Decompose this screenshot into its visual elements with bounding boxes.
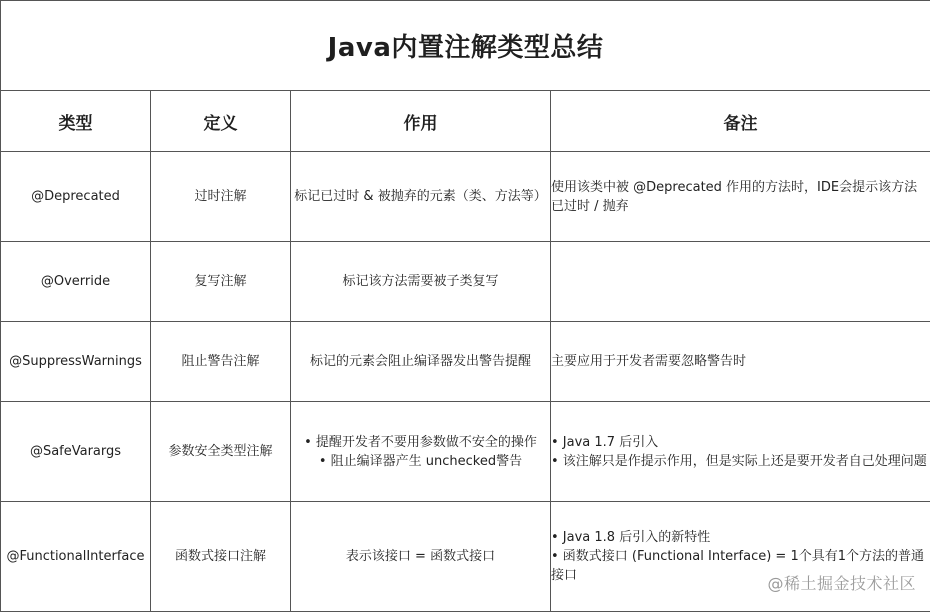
cell-type: @Override: [1, 242, 151, 322]
cell-definition: 复写注解: [151, 242, 291, 322]
title-row: [1, 1, 930, 91]
header-row: [1, 91, 930, 152]
cell-remark: [551, 402, 930, 502]
usage-bullet: • 阻止编译器产生 unchecked警告: [291, 452, 550, 471]
remark-bullet: • Java 1.8 后引入的新特性: [551, 528, 930, 547]
cell-usage: [291, 402, 551, 502]
header-usage: 作用: [291, 91, 551, 152]
table-row: [1, 402, 930, 502]
cell-remark: [551, 242, 930, 322]
header-definition: 定义: [151, 91, 291, 152]
cell-remark: 使用该类中被 @Deprecated 作用的方法时，IDE会提示该方法已过时 / 抛弃: [551, 152, 930, 242]
cell-usage: 表示该接口 = 函数式接口: [291, 502, 551, 612]
cell-remark: 主要应用于开发者需要忽略警告时: [551, 322, 930, 402]
cell-definition: 过时注解: [151, 152, 291, 242]
table-row: [1, 242, 930, 322]
cell-type: @FunctionalInterface: [1, 502, 151, 612]
remark-bullet: • 函数式接口 (Functional Interface) = 1个具有1个方法的普通接口: [551, 547, 930, 585]
cell-type: @Deprecated: [1, 152, 151, 242]
cell-definition: 阻止警告注解: [151, 322, 291, 402]
cell-remark: [551, 502, 930, 612]
header-type: 类型: [1, 91, 151, 152]
cell-usage: 标记该方法需要被子类复写: [291, 242, 551, 322]
table-row: [1, 152, 930, 242]
watermark: @稀土掘金技术社区: [767, 571, 916, 594]
usage-bullet: • 提醒开发者不要用参数做不安全的操作: [291, 433, 550, 452]
cell-definition: 参数安全类型注解: [151, 402, 291, 502]
cell-type: @SafeVarargs: [1, 402, 151, 502]
cell-usage: 标记的元素会阻止编译器发出警告提醒: [291, 322, 551, 402]
cell-type: @SuppressWarnings: [1, 322, 151, 402]
table-row: [1, 502, 930, 612]
table-row: [1, 322, 930, 402]
header-remark: 备注: [551, 91, 930, 152]
remark-bullet: • Java 1.7 后引入: [551, 433, 930, 452]
cell-usage: 标记已过时 & 被抛弃的元素（类、方法等）: [291, 152, 551, 242]
remark-bullet: • 该注解只是作提示作用，但是实际上还是要开发者自己处理问题: [551, 452, 930, 471]
cell-definition: 函数式接口注解: [151, 502, 291, 612]
table-title: Java内置注解类型总结: [1, 1, 930, 91]
